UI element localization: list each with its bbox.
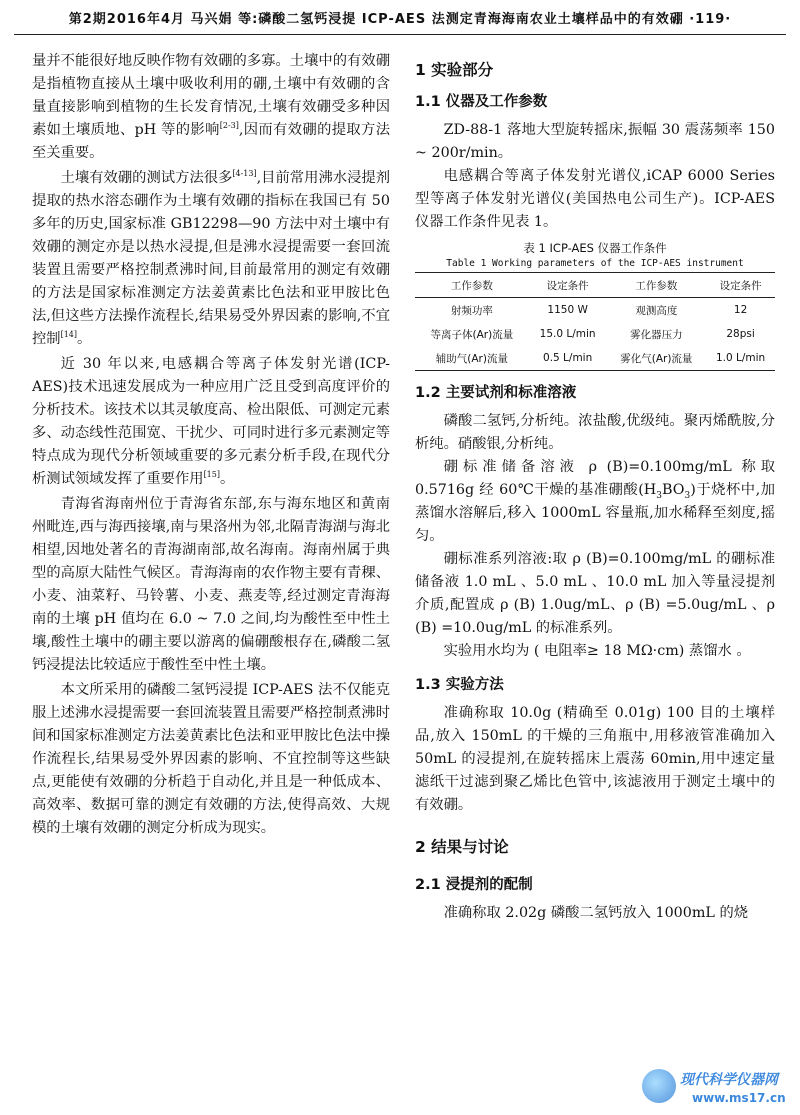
table-caption-en: Table 1 Working parameters of the ICP-AES instrument	[446, 258, 744, 269]
table-row	[415, 322, 775, 346]
citation-4-13: [4-13]	[232, 169, 257, 179]
paragraph-1-1a: ZD-88-1 落地大型旋转摇床,振幅 30 震荡频率 150 ~ 200r/min。	[415, 122, 775, 161]
paragraph-4: 青海省海南州位于青海省东部,东与海东地区和黄南州毗连,西与海西接壤,南与果洛州为邻,北隔青海湖与海北相望,因地处著名的青海湖南部,故名海南。海南州属于典型的高原大陆性气候区。青海海南的农作物主要有青稞、小麦、油菜籽、马铃薯、小麦、燕麦等,经过测定青海海南的土壤 pH 值均在 6.0 ~ 7.0 之间,均为酸性至中性土壤,酸性土壤中的硼主要以游离的偏硼酸根存在,磷酸二氢钙浸提法比较适应于酸性至中性土壤。	[32, 496, 390, 673]
table-cell: 辅助气(Ar)流量	[435, 352, 508, 365]
left-column	[32, 50, 390, 840]
watermark	[642, 1067, 792, 1111]
header-rule	[14, 34, 786, 35]
table-header-cell: 设定条件	[719, 279, 762, 292]
citation-15: [15]	[203, 470, 220, 480]
table-cell: 0.5 L/min	[543, 352, 593, 364]
paragraph-3: 近 30 年以来,电感耦合等离子体发射光谱(ICP-AES)技术迅速发展成为一种应用广泛且受到高度评价的分析技术。该技术以其灵敏度高、检出限低、可测定元素多、动态线性范围宽、干扰少、可同时进行多元素测定等特点成为现代分析领域重要的多元素分析手段,在现代分析测试领域发挥了重要作用[15]。	[32, 356, 390, 487]
table-header-cell: 设定条件	[546, 279, 589, 292]
instrument-parameters-table	[415, 272, 775, 371]
table-header-cell: 工作参数	[450, 279, 493, 292]
watermark-url: www.ms17.cn	[692, 1091, 786, 1105]
table-cell: 雾化气(Ar)流量	[620, 352, 693, 365]
paragraph-1-2a: 磷酸二氢钙,分析纯。浓盐酸,优级纯。聚丙烯酰胺,分析纯。硝酸银,分析纯。	[415, 413, 775, 452]
paragraph-2: 土壤有效硼的测试方法很多[4-13],目前常用沸水浸提剂提取的热水溶态硼作为土壤有效硼的指标在我国已有 50 多年的历史,国家标准 GB12298—90 方法中对土壤中有效硼的测定亦是以热水浸提,但是沸水浸提需要一套回流装置且需要严格控制煮沸时间,目前最常用的测定有效硼的方法是国家标准测定方法姜黄素比色法和亚甲胺比色法,但这些方法操作流程长,结果易受外界因素的影响,不宜控制[14]。	[32, 169, 390, 347]
table-cell: 射频功率	[450, 304, 493, 317]
paragraph-1: 量并不能很好地反映作物有效硼的多寡。土壤中的有效硼是指植物直接从土壤中吸收利用的硼,土壤中有效硼的含量直接影响到植物的生长发育情况,土壤有效硼受多种因素如土壤质地、pH 等的影响[2-3],因而有效硼的提取方法至关重要。	[32, 53, 390, 161]
table-cell: 观测高度	[635, 304, 678, 317]
table-header-cell: 工作参数	[635, 279, 678, 292]
citation-2-3: [2-3]	[219, 121, 239, 131]
section-heading-1: 1 实验部分	[415, 61, 494, 79]
paragraph-1-2d: 实验用水均为 ( 电阻率≥ 18 MΩ·cm) 蒸馏水 。	[443, 643, 751, 659]
table-header-row	[415, 273, 775, 298]
running-title: 第2期2016年4月 马兴娟 等:磷酸二氢钙浸提 ICP-AES 法测定青海海南农业土壤样品中的有效硼 ·119·	[68, 12, 732, 27]
table-cell: 15.0 L/min	[539, 328, 596, 340]
subsection-heading-1-3: 1.3 实验方法	[415, 677, 504, 693]
table-cell: 1150 W	[547, 304, 588, 316]
section-heading-2: 2 结果与讨论	[415, 838, 509, 856]
paragraph-2-1: 准确称取 2.02g 磷酸二氢钙放入 1000mL 的烧	[443, 905, 749, 921]
watermark-logo-icon	[642, 1069, 676, 1103]
paragraph-5: 本文所采用的磷酸二氢钙浸提 ICP-AES 法不仅能克服上述沸水浸提需要一套回流装置且需要严格控制煮沸时间和国家标准测定方法姜黄素比色法和亚甲胺比色法中操作流程长,结果易受外界因素的影响、不宜控制等这些缺点,更能使有效硼的分析趋于自动化,并且是一种低成本、高效率、数据可靠的测定有效硼的方法,使得高效、大规模的土壤有效硼的测定分析成为现实。	[32, 682, 390, 836]
paragraph-1-1b: 电感耦合等离子体发射光谱仪,iCAP 6000 Series 型等离子体发射光谱仪(美国热电公司生产)。ICP-AES 仪器工作条件见表 1。	[415, 168, 775, 230]
paragraph-1-2c: 硼标准系列溶液:取 ρ (B)=0.100mg/mL 的硼标准储备液 1.0 mL 、5.0 mL 、10.0 mL 加入等量浸提剂介质,配置成 ρ (B) 1.0ug/mL、ρ (B) =5.0ug/mL 、ρ (B) =10.0ug/mL 的标准系列。	[415, 551, 775, 636]
paragraph-1-2b: 硼标准储备溶液 ρ (B)=0.100mg/mL 称取 0.5716g 经 60℃干燥的基准硼酸$(H_3BO_3)$于烧杯中,加蒸馏水溶解后,移入 1000mL 容量瓶,加水稀释至刻度,摇匀。	[415, 459, 776, 544]
table-row	[415, 346, 775, 371]
right-column	[415, 50, 775, 925]
watermark-title: 现代科学仪器网	[680, 1072, 778, 1088]
table-row	[415, 298, 775, 323]
subsection-heading-1-2: 1.2 主要试剂和标准溶液	[415, 385, 577, 401]
paragraph-1-3: 准确称取 10.0g (精确至 0.01g) 100 目的土壤样品,放入 150mL 的干燥的三角瓶中,用移液管准确加入 50mL 的浸提剂,在旋转摇床上震荡 60min,用中速定量滤纸干过滤到聚乙烯比色管中,该滤液用于测定土壤中的有效硼。	[415, 705, 775, 813]
table-cell: 等离子体(Ar)流量	[430, 328, 514, 341]
table-cell: 28psi	[726, 328, 755, 340]
table-cell: 12	[733, 304, 748, 316]
subsection-heading-1-1: 1.1 仪器及工作参数	[415, 94, 548, 110]
table-cell: 1.0 L/min	[715, 352, 766, 364]
running-header	[14, 0, 786, 32]
subsection-heading-2-1: 2.1 浸提剂的配制	[415, 877, 533, 893]
table-cell: 雾化器压力	[630, 328, 683, 341]
citation-14: [14]	[60, 330, 78, 340]
table-caption-cn: 表 1 ICP-AES 仪器工作条件	[523, 241, 667, 255]
